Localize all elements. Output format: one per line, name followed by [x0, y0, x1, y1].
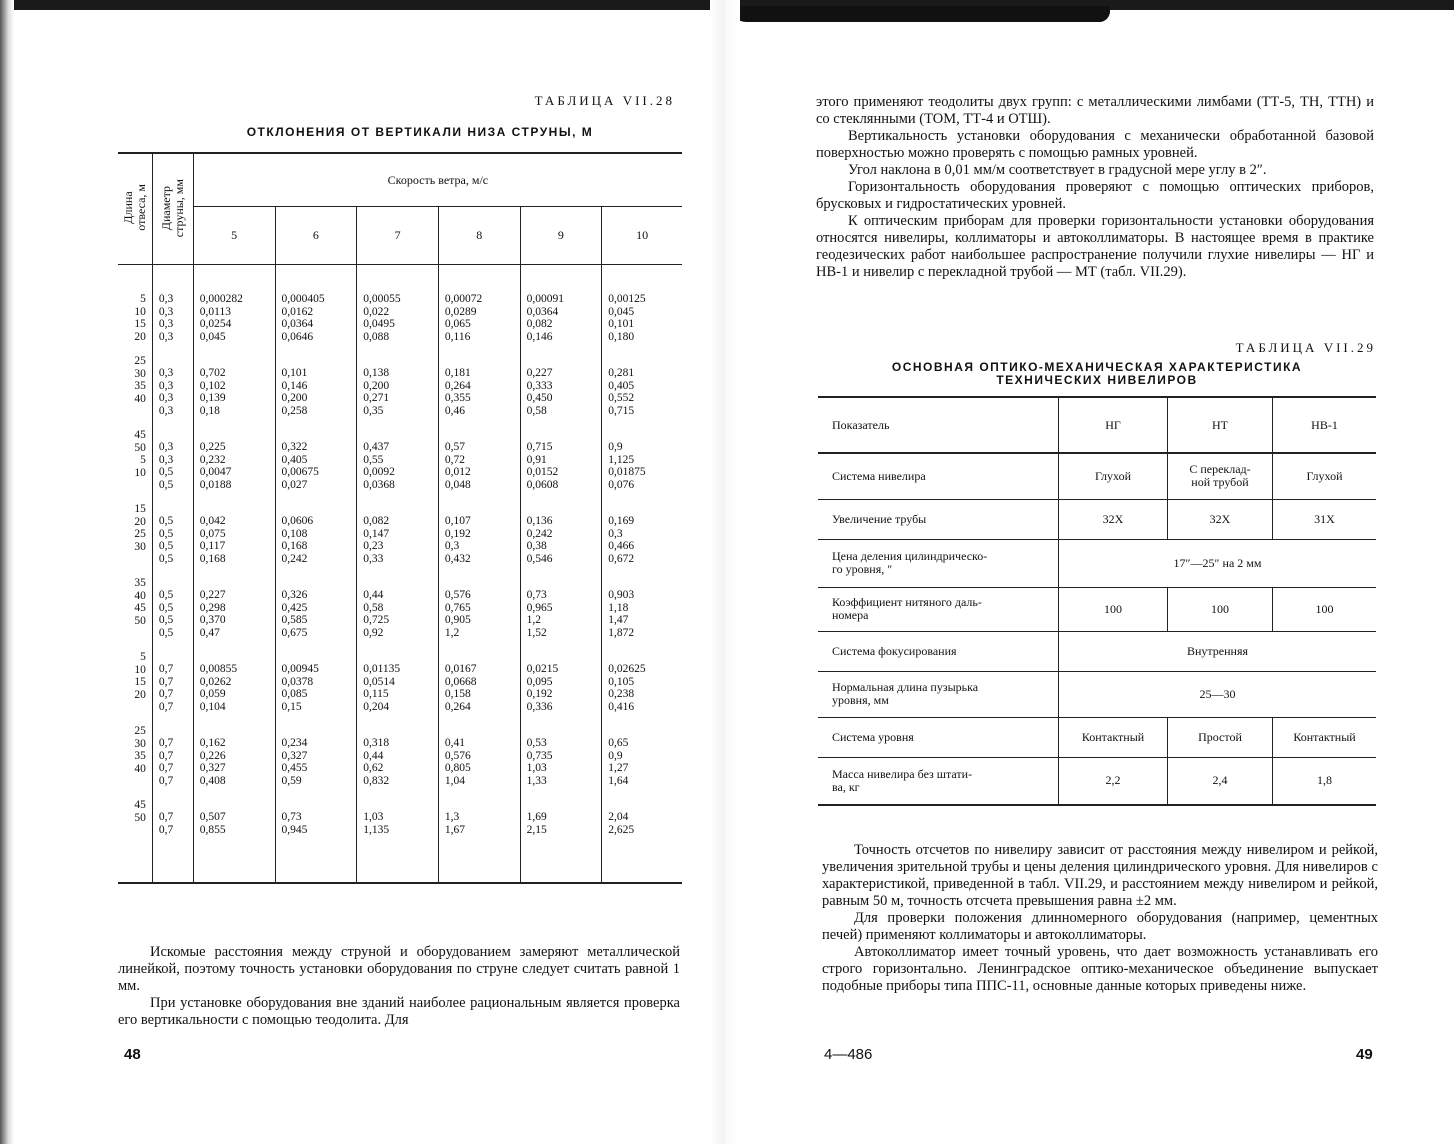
cell-deviation: 0,136 0,242 0,38 0,546: [520, 503, 602, 577]
cell-deviation: 0,715 0,91 0,0152 0,0608: [520, 429, 602, 503]
cell-deviation: 0,169 0,3 0,466 0,672: [602, 503, 682, 577]
page-number-right: 49: [1356, 1046, 1373, 1063]
t2-r2-label: Увеличение трубы: [818, 499, 1059, 539]
wind-speed-5: 5: [193, 207, 275, 265]
cell-deviation: 0,181 0,264 0,355 0,46: [438, 355, 520, 429]
t2-r6-label: Нормальная длина пузырька уровня, мм: [818, 671, 1059, 717]
cell-deviation: 0,44 0,58 0,725 0,92: [357, 577, 439, 651]
cell-deviation: 0,101 0,146 0,200 0,258: [275, 355, 357, 429]
right-para-3: Угол наклона в 0,01 мм/м соответствует в градусной мере углу в 2″.: [848, 162, 1267, 178]
t2-r7-nv: Контактный: [1273, 717, 1377, 757]
cell-deviation: 0,00072 0,0289 0,065 0,116: [438, 265, 520, 356]
cell-deviation: 0,73 0,945: [275, 799, 357, 883]
cell-deviation: 0,326 0,425 0,585 0,675: [275, 577, 357, 651]
t2-r4-ng: 100: [1059, 587, 1168, 631]
t2-header-nt: НТ: [1168, 397, 1273, 453]
cell-deviation: 0,576 0,765 0,905 1,2: [438, 577, 520, 651]
table-vii29-label: ТАБЛИЦА VII.29: [1235, 340, 1376, 355]
t2-r8-nt: 2,4: [1168, 757, 1273, 805]
right-para-1: этого применяют теодолиты двух групп: с металлическими лимбами (ТТ-5, ТН, ТТН) и со стеклянными (ТОМ, ТТ-4 и ОТШ).: [816, 94, 1374, 127]
t2-r8-label: Масса нивелира без штати- ва, кг: [818, 757, 1059, 805]
cell-deviation: 0,082 0,147 0,23 0,33: [357, 503, 439, 577]
t2-r5-label: Система фокусирования: [818, 631, 1059, 671]
cell-deviation: 0,9 1,125 0,01875 0,076: [602, 429, 682, 503]
right-para-8: Автоколлиматор имеет точный уровень, что дает возможность устанавливать его строго горизонтально. Ленинградское оптико-механическое объединение выпускает подобные приборы типа ППС-11, основные данные которых приведены ниже.: [822, 944, 1378, 994]
table-vii29: [818, 396, 1376, 806]
t2-r2-nt: 32Х: [1168, 499, 1273, 539]
t2-r1-nt: С переклад- ной трубой: [1168, 453, 1273, 499]
wind-speed-7: 7: [357, 207, 439, 265]
t2-r8-ng: 2,2: [1059, 757, 1168, 805]
table-row: [118, 799, 682, 883]
right-para-6: Точность отсчетов по нивелиру зависит от расстояния между нивелиром и рейкой, увеличения зрительной трубы и цены деления цилиндрического уровня. Для нивелиров с характеристикой, приведенной в табл. VII.29, и расстоянием между нивелиром и рейкой, равным 50 м, точность отсчета превышения равна ±2 мм.: [822, 842, 1378, 909]
scan-top-shadow: [730, 6, 1110, 22]
t2-r3-val: 17″—25″ на 2 мм: [1059, 539, 1377, 587]
cell-diameter: 0,7 0,7: [152, 799, 193, 883]
t2-r7-label: Система уровня: [818, 717, 1059, 757]
t2-r8-nv: 1,8: [1273, 757, 1377, 805]
wind-speed-6: 6: [275, 207, 357, 265]
table-vii28: [118, 152, 682, 884]
cell-deviation: 0,00945 0,0378 0,085 0,15: [275, 651, 357, 725]
cell-deviation: 0,225 0,232 0,0047 0,0188: [193, 429, 275, 503]
cell-deviation: 0,0606 0,108 0,168 0,242: [275, 503, 357, 577]
table-vii29-title-1: ОСНОВНАЯ ОПТИКО-МЕХАНИЧЕСКАЯ ХАРАКТЕРИСТИКА: [891, 360, 1303, 374]
cell-deviation: 0,53 0,735 1,03 1,33: [520, 725, 602, 799]
table-row: [118, 503, 682, 577]
cell-deviation: 0,507 0,855: [193, 799, 275, 883]
wind-speed-9: 9: [520, 207, 602, 265]
col-header-wind: Скорость ветра, м/с: [193, 153, 682, 207]
cell-diameter: 0,3 0,3 0,5 0,5: [152, 429, 193, 503]
t2-r7-nt: Простой: [1168, 717, 1273, 757]
col-header-length: Длина отвеса, м: [118, 153, 152, 265]
table-vii28-title: ОТКЛОНЕНИЯ ОТ ВЕРТИКАЛИ НИЗА СТРУНЫ, М: [246, 125, 594, 139]
table-row: [118, 355, 682, 429]
t2-r1-nv: Глухой: [1273, 453, 1377, 499]
t2-header-nv1: НВ-1: [1273, 397, 1377, 453]
left-page-text: [118, 944, 680, 1029]
t2-r2-ng: 32Х: [1059, 499, 1168, 539]
t2-r6-val: 25—30: [1059, 671, 1377, 717]
t2-r4-nt: 100: [1168, 587, 1273, 631]
right-para-2: Вертикальность установки оборудования с механически обработанной базовой поверхностью можно проверять с помощью рамных уровней.: [816, 128, 1374, 161]
cell-deviation: 0,65 0,9 1,27 1,64: [602, 725, 682, 799]
cell-length: 25 30 35 40: [134, 725, 146, 775]
t2-r2-nv: 31Х: [1273, 499, 1377, 539]
cell-deviation: 0,000282 0,0113 0,0254 0,045: [193, 265, 275, 356]
cell-deviation: 0,00055 0,022 0,0495 0,088: [357, 265, 439, 356]
cell-length: 25 30 35 40: [134, 355, 146, 405]
cell-deviation: 0,57 0,72 0,012 0,048: [438, 429, 520, 503]
cell-deviation: 0,138 0,200 0,271 0,35: [357, 355, 439, 429]
t2-header-ng: НГ: [1059, 397, 1168, 453]
right-para-7: Для проверки положения длинномерного оборудования (например, цементных печей) применяют коллиматоры и автоколлиматоры.: [822, 910, 1378, 943]
cell-deviation: 1,03 1,135: [357, 799, 439, 883]
cell-length: 35 40 45 50: [134, 577, 146, 627]
table-row: [118, 725, 682, 799]
cell-deviation: 0,00091 0,0364 0,082 0,146: [520, 265, 602, 356]
t2-header-param: Показатель: [818, 397, 1059, 453]
t2-r7-ng: Контактный: [1059, 717, 1168, 757]
table-row: [118, 651, 682, 725]
cell-diameter: 0,7 0,7 0,7 0,7: [152, 651, 193, 725]
cell-deviation: 0,227 0,298 0,370 0,47: [193, 577, 275, 651]
t2-r4-nv: 100: [1273, 587, 1377, 631]
table-row: [118, 265, 682, 356]
cell-deviation: 0,234 0,327 0,455 0,59: [275, 725, 357, 799]
cell-deviation: 0,162 0,226 0,327 0,408: [193, 725, 275, 799]
right-para-4: Горизонтальность оборудования проверяют с помощью оптических приборов, брусковых и гидростатических уровней.: [816, 179, 1374, 212]
right-para-5: К оптическим приборам для проверки горизонтальности установки оборудования относятся нивелиры, коллиматоры и автоколлиматоры. В настоящее время в практике геодезических работ наибольшее распространение получили глухие нивелиры — НГ и НВ-1 и нивелир с перекладной трубой — МТ (табл. VII.29).: [816, 213, 1374, 280]
cell-deviation: 0,107 0,192 0,3 0,432: [438, 503, 520, 577]
cell-deviation: 0,042 0,075 0,117 0,168: [193, 503, 275, 577]
right-page-text-bottom: [822, 842, 1378, 995]
cell-deviation: 0,41 0,576 0,805 1,04: [438, 725, 520, 799]
cell-deviation: 0,318 0,44 0,62 0,832: [357, 725, 439, 799]
cell-deviation: 0,00855 0,0262 0,059 0,104: [193, 651, 275, 725]
wind-speed-10: 10: [602, 207, 682, 265]
t2-r5-val: Внутренняя: [1059, 631, 1377, 671]
table-row: [118, 577, 682, 651]
cell-diameter: 0,7 0,7 0,7 0,7: [152, 725, 193, 799]
cell-diameter: 0,3 0,3 0,3 0,3: [152, 265, 193, 356]
cell-deviation: 0,437 0,55 0,0092 0,0368: [357, 429, 439, 503]
cell-deviation: 0,702 0,102 0,139 0,18: [193, 355, 275, 429]
t2-r1-ng: Глухой: [1059, 453, 1168, 499]
cell-diameter: 0,5 0,5 0,5 0,5: [152, 503, 193, 577]
cell-deviation: 0,0167 0,0668 0,158 0,264: [438, 651, 520, 725]
col-header-diameter: Диаметр струны, мм: [152, 153, 193, 265]
scan-left-edge: [0, 0, 14, 1144]
signature-mark: 4—486: [824, 1046, 873, 1063]
cell-length: 5 10 15 20: [134, 293, 146, 343]
page-number-left: 48: [124, 1046, 141, 1063]
left-para-2: При установке оборудования вне зданий наиболее рациональным является проверка его вертикальности с помощью теодолита. Для: [118, 995, 680, 1028]
cell-deviation: 0,227 0,333 0,450 0,58: [520, 355, 602, 429]
table-row: [118, 429, 682, 503]
cell-deviation: 1,3 1,67: [438, 799, 520, 883]
cell-deviation: 0,0215 0,095 0,192 0,336: [520, 651, 602, 725]
table-vii28-label: ТАБЛИЦА VII.28: [534, 93, 675, 108]
cell-diameter: 0,5 0,5 0,5 0,5: [152, 577, 193, 651]
cell-deviation: 1,69 2,15: [520, 799, 602, 883]
book-spine: [710, 0, 740, 1144]
left-para-1: Искомые расстояния между струной и оборудованием замеряют металлической линейкой, поэтому точность установки оборудования по струне следует считать равной 1 мм.: [118, 944, 680, 994]
cell-deviation: 0,73 0,965 1,2 1,52: [520, 577, 602, 651]
cell-length: 45 50 5 10: [134, 429, 146, 479]
t2-r4-label: Коэффициент нитяного даль- номера: [818, 587, 1059, 631]
cell-deviation: 0,01135 0,0514 0,115 0,204: [357, 651, 439, 725]
cell-length: 5 10 15 20: [134, 651, 146, 701]
cell-deviation: 0,000405 0,0162 0,0364 0,0646: [275, 265, 357, 356]
t2-r1-label: Система нивелира: [818, 453, 1059, 499]
cell-deviation: 0,02625 0,105 0,238 0,416: [602, 651, 682, 725]
cell-length: 45 50: [134, 799, 146, 824]
cell-deviation: 0,00125 0,045 0,101 0,180: [602, 265, 682, 356]
cell-deviation: 0,903 1,18 1,47 1,872: [602, 577, 682, 651]
table-vii29-title-2: ТЕХНИЧЕСКИХ НИВЕЛИРОВ: [996, 373, 1198, 387]
right-page-text-top: [816, 94, 1374, 281]
cell-deviation: 2,04 2,625: [602, 799, 682, 883]
cell-deviation: 0,281 0,405 0,552 0,715: [602, 355, 682, 429]
t2-r3-label: Цена деления цилиндрическо- го уровня, ″: [818, 539, 1059, 587]
cell-deviation: 0,322 0,405 0,00675 0,027: [275, 429, 357, 503]
wind-speed-8: 8: [438, 207, 520, 265]
cell-diameter: 0,3 0,3 0,3 0,3: [152, 355, 193, 429]
cell-length: 15 20 25 30: [134, 503, 146, 553]
